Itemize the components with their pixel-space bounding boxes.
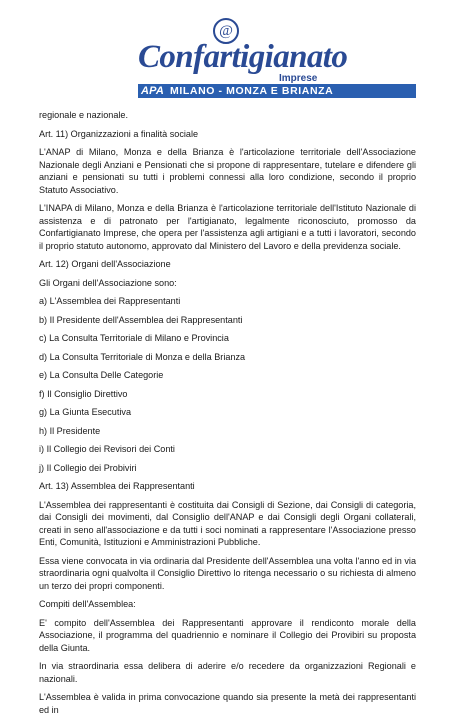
- paragraph: L'Assemblea è valida in prima convocazione quando sia presente la metà dei rappresentanti ed in: [39, 692, 416, 715]
- section-heading: Art. 12) Organi dell'Associazione: [39, 259, 171, 269]
- paragraph: L'INAPA di Milano, Monza e della Brianza è l'articolazione territoriale dell'Istituto Nazionale di assistenza e di patronato per l'artigianato, legalmente riconosciuto, promosso da Confartigianato Imprese, che opera per l'assistenza agli artigiani e a tutti i lavoratori, secondo il proprio statuto autonomo, approvato dal Ministero del Lavoro e della previdenza sociale.: [39, 203, 416, 251]
- paragraph: Gli Organi dell'Associazione sono:: [39, 277, 177, 288]
- paragraph: L'ANAP di Milano, Monza e della Brianza è l'articolazione territoriale dell'Associazione Nazionale degli Anziani e Pensionati che si propone di rappresentare, tutelare e difendere gli anziani e pensionati su tutti i problemi connessi alla loro condizione, secondo il proprio Statuto Associativo.: [39, 147, 416, 195]
- paragraph: E' compito dell'Assemblea dei Rappresentanti approvare il rendiconto morale della Associazione, il programma del quadriennio e nominare il Collegio dei Provibiri su proposta della Giunta.: [39, 617, 416, 653]
- list-item: h) Il Presidente: [39, 425, 101, 436]
- list-item: i) Il Collegio dei Revisori dei Conti: [39, 444, 175, 454]
- section-heading: Art. 11) Organizzazioni a finalità sociale: [39, 128, 199, 139]
- paragraph: In via straordinaria essa delibera di aderire e/o recedere da organizzazioni Regionali e nazionali.: [39, 661, 416, 684]
- logo-location-bar: [138, 84, 416, 98]
- list-item: g) La Giunta Esecutiva: [39, 407, 131, 417]
- list-item: b) Il Presidente dell'Assemblea dei Rappresentanti: [39, 314, 243, 325]
- list-item: d) La Consulta Territoriale di Monza e della Brianza: [39, 351, 246, 362]
- logo-sub-text: Imprese: [279, 73, 318, 84]
- document-body: [39, 109, 416, 722]
- section-heading: Art. 13) Assemblea dei Rappresentanti: [39, 481, 195, 491]
- paragraph: L'Assemblea dei rappresentanti è costituita dai Consigli di Sezione, dai Consigli di categoria, dai Consigli dei movimenti, dal Consiglio dell'ANAP e dai Consigli degli Organi collaterali, creati in seno all'associazione e da tutti i soci nominati a rappresentare l'Associazione presso Enti, Comunità, Istituzioni e Amministrazioni Pubbliche.: [39, 499, 416, 547]
- paragraph: regionale e nazionale.: [39, 110, 128, 120]
- logo-brand-text: Confartigianato: [138, 39, 348, 75]
- logo-apa-text: APA: [141, 85, 165, 97]
- list-item: c) La Consulta Territoriale di Milano e Provincia: [39, 333, 229, 343]
- logo-city-text: MILANO - MONZA E BRIANZA: [170, 85, 334, 97]
- list-item: a) L'Assemblea dei Rappresentanti: [39, 296, 181, 306]
- at-symbol-icon: @: [213, 18, 239, 44]
- paragraph: Compiti dell'Assemblea:: [39, 599, 136, 609]
- confartigianato-logo: [138, 18, 416, 98]
- list-item: e) La Consulta Delle Categorie: [39, 370, 164, 380]
- paragraph: Essa viene convocata in via ordinaria dal Presidente dell'Assemblea una volta l'anno ed in via straordinaria ogni qualvolta il Consiglio Direttivo lo ritenga necessario o su richiesta di almeno un terzo dei propri componenti.: [39, 555, 416, 591]
- list-item: j) Il Collegio dei Probiviri: [39, 462, 137, 473]
- list-item: f) Il Consiglio Direttivo: [39, 388, 128, 399]
